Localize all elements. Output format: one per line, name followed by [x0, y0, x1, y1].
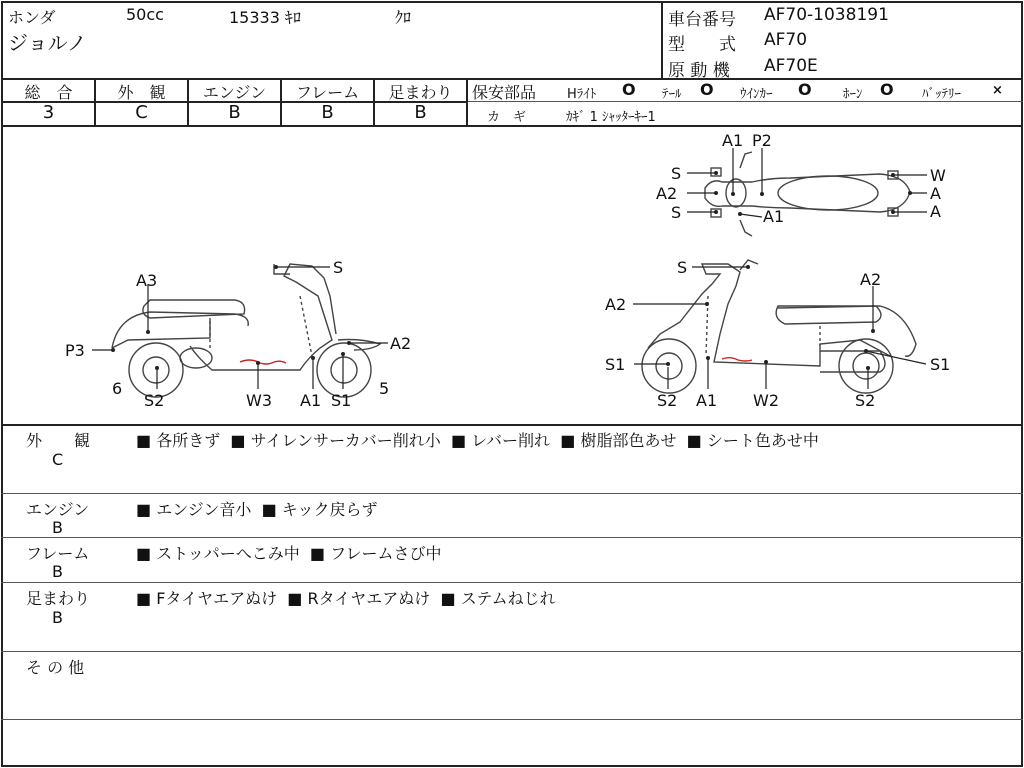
- section-grade-suspension: B: [52, 608, 63, 627]
- model-name: ジョルノ: [8, 31, 87, 55]
- safety-mark-winker: O: [798, 80, 812, 99]
- safety-mark-tail: O: [700, 80, 714, 99]
- top-label-p2: P2: [752, 131, 772, 150]
- safety-mark-headlight: O: [622, 80, 636, 99]
- section-items-frame: [136, 541, 442, 564]
- grade-value-engine: B: [228, 102, 241, 123]
- grade-value-frame: B: [321, 102, 334, 123]
- top-label-a1: A1: [722, 131, 744, 150]
- right-label-s2-left: S2: [657, 391, 678, 410]
- right-label-a2-right: A2: [860, 270, 882, 289]
- grade-label-exterior: 外 観: [117, 83, 166, 102]
- color: ｸﾛ: [395, 8, 412, 27]
- grade-label-suspension: 足まわり: [388, 83, 453, 102]
- remark-bullet: ■: [555, 431, 581, 450]
- top-view-scooter: [705, 152, 910, 236]
- right-label-s2-right: S2: [855, 391, 876, 410]
- top-label-a2: A2: [656, 184, 678, 203]
- remark-bullet: ■: [256, 500, 282, 519]
- remark-bullet: ■: [136, 431, 157, 450]
- right-label-a1: A1: [696, 391, 718, 410]
- divider: [661, 1, 663, 78]
- grade-value-suspension: B: [414, 102, 427, 123]
- section-items-engine: [136, 497, 377, 520]
- remark-bullet: ■: [282, 589, 308, 608]
- top-label-a-2: A: [930, 202, 941, 221]
- remark-bullet: ■: [681, 431, 707, 450]
- safety-item-tail: ﾃｰﾙ: [662, 87, 682, 102]
- left-label-a1: A1: [300, 391, 322, 410]
- section-grade-frame: B: [52, 562, 63, 581]
- divider: [466, 78, 468, 125]
- remark-bullet: ■: [136, 589, 157, 608]
- section-label-exterior: 外 観: [26, 431, 91, 450]
- section-label-suspension: 足まわり: [26, 589, 91, 608]
- divider: [1, 651, 1023, 652]
- divider: [1, 537, 1023, 538]
- key-label: カ ギ: [487, 110, 527, 125]
- maker: ホンダ: [8, 8, 56, 27]
- type-label: 型 式: [668, 35, 736, 55]
- safety-item-horn: ﾎｰﾝ: [843, 87, 863, 102]
- remark-item: 樹脂部色あせ: [580, 431, 677, 450]
- divider: [1, 582, 1023, 583]
- remark-item: シート色あせ中: [706, 431, 819, 450]
- safety-mark-battery: ×: [992, 83, 1003, 98]
- section-items-exterior: [136, 428, 819, 451]
- top-label-s2: S: [671, 203, 682, 222]
- safety-item-winker: ｳｲﾝｶｰ: [740, 87, 773, 102]
- key-value: ｶｷﾞ 1 ｼｬｯﾀｰｷｰ1: [566, 110, 656, 125]
- right-label-s1-right: S1: [930, 355, 951, 374]
- remark-bullet: ■: [435, 589, 461, 608]
- damage-diagram: [0, 126, 1024, 424]
- remark-item: Rタイヤエアぬけ: [307, 589, 431, 608]
- left-label-s1: S1: [331, 391, 352, 410]
- remark-item: Fタイヤエアぬけ: [156, 589, 278, 608]
- section-label-other: そ の 他: [26, 658, 85, 677]
- safety-label: 保安部品: [472, 83, 537, 102]
- damage-mark: [240, 360, 286, 364]
- remark-item: 各所きず: [156, 431, 221, 450]
- left-label-a3: A3: [136, 271, 158, 290]
- grade-label-frame: フレーム: [295, 83, 360, 102]
- right-label-a2-left: A2: [605, 295, 627, 314]
- remark-item: フレームさび中: [330, 544, 442, 563]
- left-label-s: S: [333, 258, 344, 277]
- type-value: AF70: [764, 30, 808, 50]
- grade-label-total: 総 合: [24, 83, 73, 102]
- left-label-w3: W3: [246, 391, 272, 410]
- frame-no: AF70-1038191: [764, 5, 889, 25]
- grade-value-exterior: C: [135, 102, 148, 123]
- left-label-6: 6: [112, 379, 123, 398]
- section-grade-engine: B: [52, 518, 63, 537]
- remark-bullet: ■: [304, 544, 331, 563]
- divider: [1, 424, 1023, 426]
- remark-bullet: ■: [445, 431, 472, 450]
- left-label-5: 5: [379, 379, 390, 398]
- engine-value: AF70E: [764, 56, 818, 76]
- top-label-a1b: A1: [763, 207, 785, 226]
- left-label-p3: P3: [65, 341, 85, 360]
- section-items-suspension: [136, 586, 556, 609]
- top-label-w: W: [930, 166, 946, 185]
- remark-item: キック戻らず: [281, 500, 378, 519]
- top-label-a-1: A: [930, 184, 941, 203]
- remark-item: レバー削れ: [471, 431, 551, 450]
- safety-item-battery: ﾊﾞｯﾃﾘｰ: [922, 87, 961, 102]
- remark-bullet: ■: [136, 500, 157, 519]
- section-grade-exterior: C: [52, 450, 64, 469]
- engine-label: 原 動 機: [668, 61, 730, 81]
- left-label-a2: A2: [390, 334, 412, 353]
- remark-item: ストッパーへこみ中: [156, 544, 300, 563]
- remark-bullet: ■: [225, 431, 251, 450]
- section-label-engine: エンジン: [26, 500, 90, 519]
- safety-item-headlight: Hﾗｲﾄ: [567, 87, 597, 102]
- grade-label-engine: エンジン: [202, 83, 267, 102]
- section-label-frame: フレーム: [26, 544, 90, 563]
- right-label-s: S: [677, 258, 688, 277]
- top-label-s1: S: [671, 164, 682, 183]
- damage-mark: [722, 358, 752, 361]
- grade-value-total: 3: [42, 102, 55, 123]
- divider: [1, 719, 1023, 720]
- displacement: 50cc: [126, 5, 164, 24]
- remark-bullet: ■: [136, 544, 157, 563]
- safety-mark-horn: O: [880, 80, 894, 99]
- mileage: 15333 ｷﾛ: [229, 8, 301, 27]
- right-label-w2: W2: [753, 391, 779, 410]
- left-label-s2: S2: [144, 391, 165, 410]
- remark-item: ステムねじれ: [460, 589, 556, 608]
- right-label-s1-left: S1: [605, 355, 626, 374]
- divider: [1, 493, 1023, 494]
- remark-item: エンジン音小: [156, 500, 252, 519]
- remark-item: サイレンサーカバー削れ小: [250, 431, 441, 450]
- frame-no-label: 車台番号: [668, 10, 736, 30]
